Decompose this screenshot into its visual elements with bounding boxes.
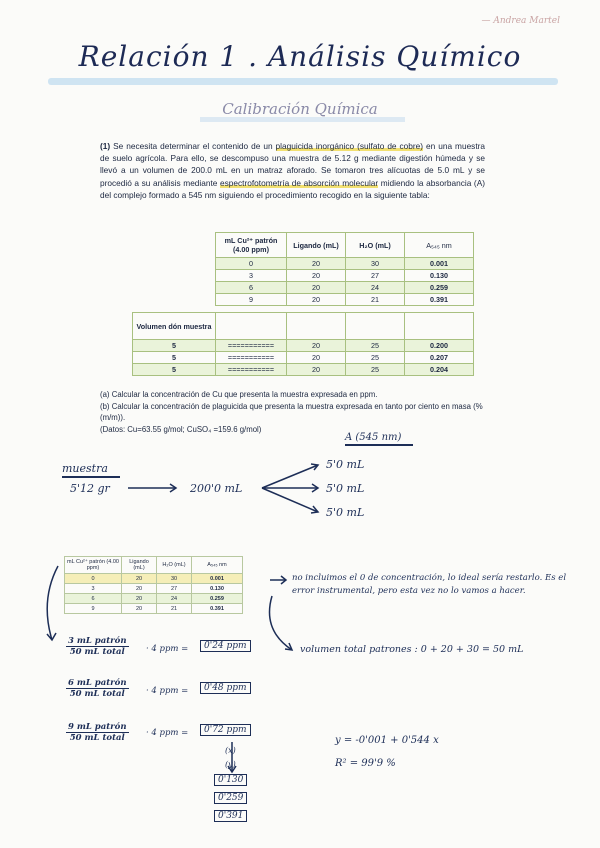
- table-row: 6 20 24 0.259: [216, 282, 474, 294]
- fraction-2: 6 mL patrón 50 mL total: [68, 678, 127, 699]
- arrow-left-curve: [47, 566, 58, 640]
- col-header: A₅₄₅ nm: [405, 233, 474, 258]
- col-header: mL Cu²⁺ patrón (4.00 ppm): [216, 233, 287, 258]
- muestra-label: muestra: [62, 462, 108, 475]
- author-signature: — Andrea Martel: [481, 16, 560, 26]
- highlight-method: espectrofotometría de absorción molecular: [220, 177, 379, 188]
- result-3: 0'72 ppm: [200, 724, 251, 736]
- table-row: 6 20 24 0.259: [65, 594, 243, 604]
- result-1: 0'24 ppm: [200, 640, 251, 652]
- sample-volume: 200'0 mL: [190, 482, 243, 495]
- col-header: Ligando (mL): [287, 233, 346, 258]
- result-2: 0'48 ppm: [200, 682, 251, 694]
- problem-text-2: en una muestra de suelo agrícola. Para ello, se descompuso una muestra de 5.12 g mediante digestión húmeda y se llevó a un volumen de 200.0 mL en un matraz aforado. Se tomaron tres alícuotas de 5.0 mL y se procedió a su análisis mediante: [100, 141, 486, 188]
- problem-text-3: midiendo la absorbancia (A) del complejo formado a 545 nm siguiendo el procedimiento recogido en la siguiente tabla:: [100, 177, 485, 200]
- page-title: Relación 1 . Análisis Químico: [78, 40, 522, 73]
- times-ppm-2: · 4 ppm =: [146, 686, 189, 696]
- section-subtitle: Calibración Química: [222, 100, 378, 118]
- highlight-plaguicida: plaguicida inorgánico (sulfato de cobre): [275, 141, 424, 151]
- problem-text-1: Se necesita determinar el contenido de un: [113, 141, 273, 151]
- y-label: (y): [225, 760, 236, 769]
- fraction-3: 9 mL patrón 50 mL total: [68, 722, 127, 743]
- aliquot-1: 5'0 mL: [326, 458, 365, 471]
- table-row: 0 20 30 0.001: [65, 574, 243, 584]
- table-row: 5 =========== 20 25 0.204: [133, 364, 474, 376]
- y-value-3: 0'391: [214, 810, 247, 822]
- table-row: 5 =========== 20 25 0.200: [133, 340, 474, 352]
- arrow-aliquot-3: [262, 488, 318, 512]
- given-data: (Datos: Cu=63.55 g/mol; CuSO₄ =159.6 g/mol): [100, 424, 262, 434]
- y-value-1: 0'130: [214, 774, 247, 786]
- question-a: (a) Calcular la concentración de Cu que presenta la muestra expresada en ppm.: [100, 390, 378, 399]
- aliquot-3: 5'0 mL: [326, 506, 365, 519]
- sample-mass: 5'12 gr: [70, 482, 110, 495]
- zero-concentration-note: no incluimos el 0 de concentración, lo ideal sería restarlo. Es el error instrumental, pero esta vez no lo vamos a hacer.: [292, 573, 567, 596]
- fraction-1: 3 mL patrón 50 mL total: [68, 636, 127, 657]
- problem-number: (1): [100, 141, 111, 151]
- x-label: (x): [225, 746, 236, 755]
- calibration-table-copy: mL Cu²⁺ patrón (4.00 ppm) Ligando (mL) H₂O (mL) A₅₄₅ nm 0 20 30 0.001 3 20 27 0.130 6 20 24 0.259 9 20 21 0.391: [64, 556, 243, 614]
- table-row: 3 20 27 0.130: [216, 270, 474, 282]
- absorbance-label: A (545 nm): [345, 432, 402, 443]
- table-row: 5 =========== 20 25 0.207: [133, 352, 474, 364]
- arrow-aliquot-1: [262, 465, 318, 488]
- table-row: 9 20 21 0.391: [65, 604, 243, 614]
- regression-equation: y = -0'001 + 0'544 x: [335, 735, 439, 746]
- table-row: 0 20 30 0.001: [216, 258, 474, 270]
- times-ppm-1: · 4 ppm =: [146, 644, 189, 654]
- aliquot-2: 5'0 mL: [326, 482, 365, 495]
- sample-col-header: Volumen dón muestra: [133, 313, 216, 340]
- question-b: (b) Calcular la concentración de plaguicida que presenta la muestra expresada en tanto por ciento en masa (%(m/m)).: [100, 401, 483, 422]
- times-ppm-3: · 4 ppm =: [146, 728, 189, 738]
- r-squared: R² = 99'9 %: [335, 758, 396, 769]
- table-row: 3 20 27 0.130: [65, 584, 243, 594]
- y-value-2: 0'259: [214, 792, 247, 804]
- table-row: 9 20 21 0.391: [216, 294, 474, 306]
- total-volume-note: volumen total patrones : 0 + 20 + 30 = 50 mL: [300, 644, 524, 655]
- col-header: H₂O (mL): [346, 233, 405, 258]
- arrow-volume-total: [270, 596, 293, 650]
